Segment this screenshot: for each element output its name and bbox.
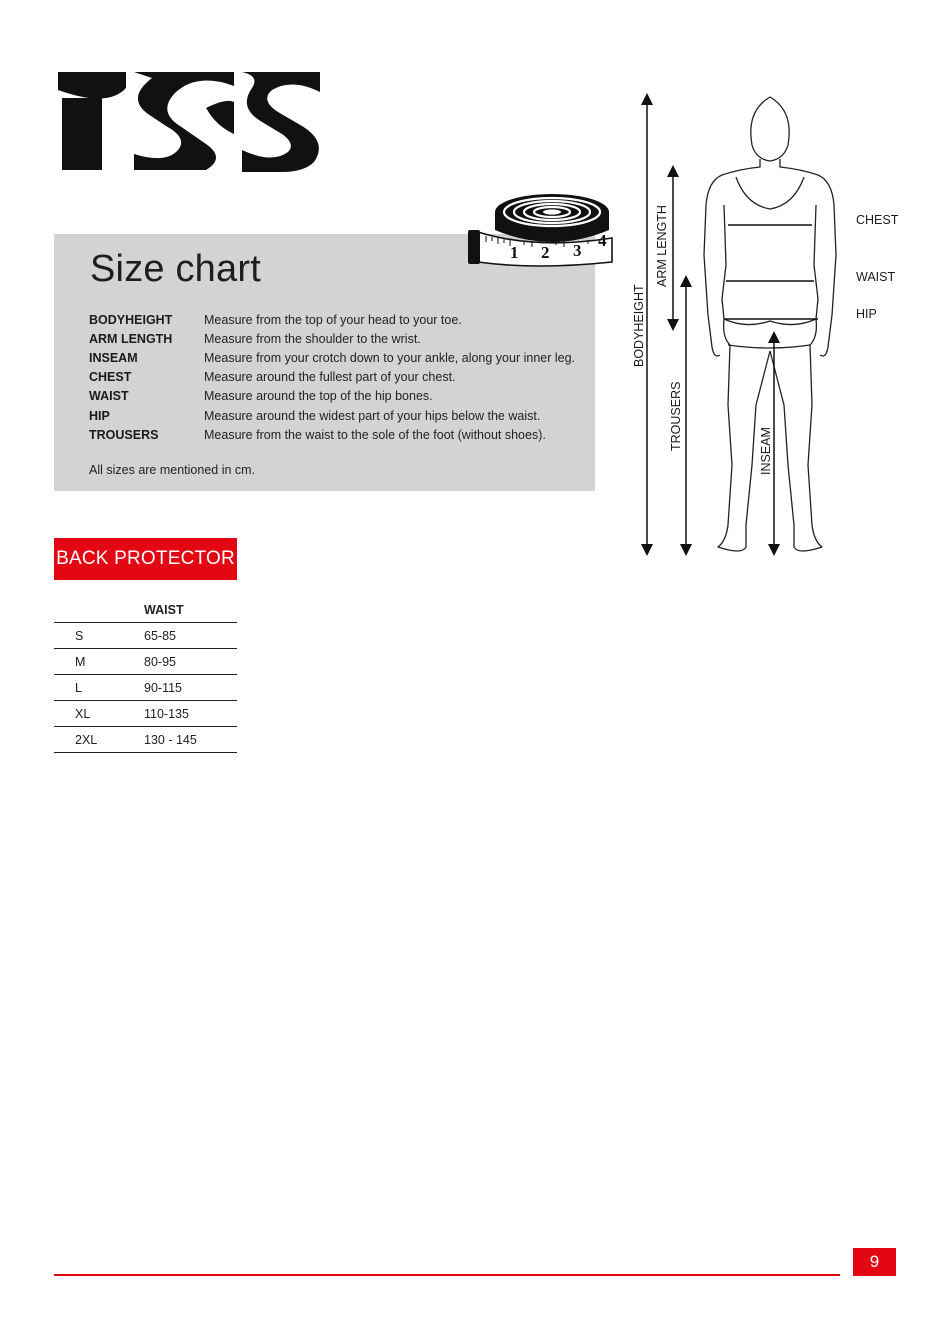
table-row	[54, 649, 237, 675]
table-row	[54, 701, 237, 727]
size-cell: XL	[54, 701, 144, 727]
definition-row	[89, 310, 575, 329]
size-cell: L	[54, 675, 144, 701]
definition-term: TROUSERS	[89, 427, 159, 442]
waist-cell: 130 - 145	[144, 727, 237, 753]
waist-label: WAIST	[856, 270, 896, 284]
table-header-row	[54, 598, 237, 623]
definition-term: WAIST	[89, 389, 129, 404]
back-protector-title: BACK PROTECTOR	[54, 538, 237, 580]
table-row	[54, 675, 237, 701]
tape-number: 3	[573, 241, 582, 260]
waist-cell: 90-115	[144, 675, 237, 701]
measurement-lines	[724, 225, 818, 319]
waist-cell: 65-85	[144, 623, 237, 649]
definition-description: Measure around the top of the hip bones.	[204, 389, 433, 404]
definition-description: Measure from the shoulder to the wrist.	[204, 331, 421, 346]
definition-description: Measure around the fullest part of your chest.	[204, 370, 456, 385]
definition-row	[89, 368, 575, 387]
definition-row	[89, 387, 575, 406]
definition-term: BODYHEIGHT	[89, 312, 173, 327]
body-outline	[704, 97, 836, 551]
table-row	[54, 727, 237, 753]
definition-row	[89, 425, 575, 444]
definitions-list	[89, 310, 575, 444]
tape-number: 2	[541, 243, 550, 262]
column-header-size	[54, 598, 144, 623]
bodyheight-label: BODYHEIGHT	[632, 284, 646, 367]
waist-cell: 80-95	[144, 649, 237, 675]
column-header-waist: WAIST	[144, 598, 237, 623]
units-note: All sizes are mentioned in cm.	[89, 463, 256, 477]
tape-number: 1	[510, 243, 519, 262]
size-cell: S	[54, 623, 144, 649]
body-measurement-figure	[600, 85, 940, 565]
definition-description: Measure from the waist to the sole of the foot (without shoes).	[204, 427, 546, 442]
definition-row	[89, 329, 575, 348]
definition-row	[89, 348, 575, 367]
ixs-logo	[56, 68, 326, 174]
definition-description: Measure from the top of your head to your toe.	[204, 312, 462, 327]
definition-row	[89, 406, 575, 425]
page-title: Size chart	[90, 248, 261, 290]
inseam-label: INSEAM	[759, 427, 773, 475]
definition-term: HIP	[89, 408, 110, 423]
table-row	[54, 623, 237, 649]
size-cell: 2XL	[54, 727, 144, 753]
page-number: 9	[853, 1248, 896, 1276]
chest-label: CHEST	[856, 213, 899, 227]
logo-text: iXS	[56, 68, 58, 69]
size-cell: M	[54, 649, 144, 675]
tape-number: 4	[598, 231, 607, 250]
arm-length-label: ARM LENGTH	[655, 205, 669, 287]
definition-term: ARM LENGTH	[89, 331, 173, 346]
definition-term: CHEST	[89, 370, 132, 385]
definition-description: Measure from your crotch down to your ankle, along your inner leg.	[204, 350, 576, 365]
footer-divider	[54, 1274, 840, 1276]
size-chart-panel	[54, 234, 595, 491]
back-protector-table	[54, 598, 237, 753]
definition-description: Measure around the widest part of your hips below the waist.	[204, 408, 541, 423]
hip-label: HIP	[856, 307, 877, 321]
waist-cell: 110-135	[144, 701, 237, 727]
definition-term: INSEAM	[89, 350, 138, 365]
trousers-label: TROUSERS	[669, 381, 683, 451]
tape-measure-icon	[466, 190, 616, 270]
